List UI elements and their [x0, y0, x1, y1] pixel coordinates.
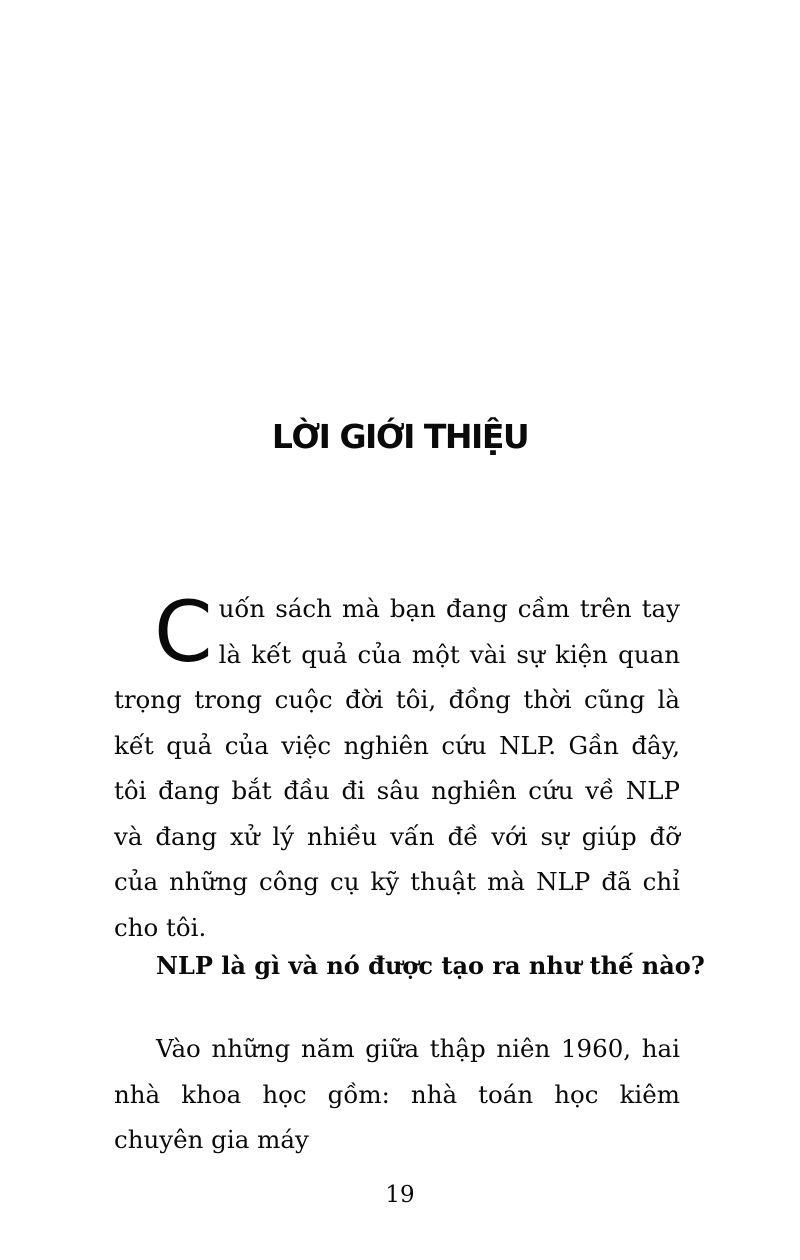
page-number: 19: [385, 1182, 415, 1208]
chapter-title: LỜI GIỚI THIỆU: [271, 417, 529, 457]
intro-paragraph: [114, 583, 680, 950]
section-paragraph: Vào những năm giữa thập niên 1960, hai nhà khoa học gồm: nhà toán học kiêm chuyên gia máy: [114, 1034, 680, 1154]
section-heading: NLP là gì và nó được tạo ra như thế nào?: [156, 951, 705, 980]
drop-cap: C: [154, 583, 213, 681]
intro-text: uốn sách mà bạn đang cầm trên tay là kết quả của một vài sự kiện quan trọng trong cuộc đời tôi, đồng thời cũng là kết quả của việc nghiên cứu NLP. Gần đây, tôi đang bắt đầu đi sâu nghiên cứu về NLP và đang xử lý nhiều vấn đề với sự giúp đỡ của những công cụ kỹ thuật mà NLP đã chỉ cho tôi.: [114, 594, 680, 942]
